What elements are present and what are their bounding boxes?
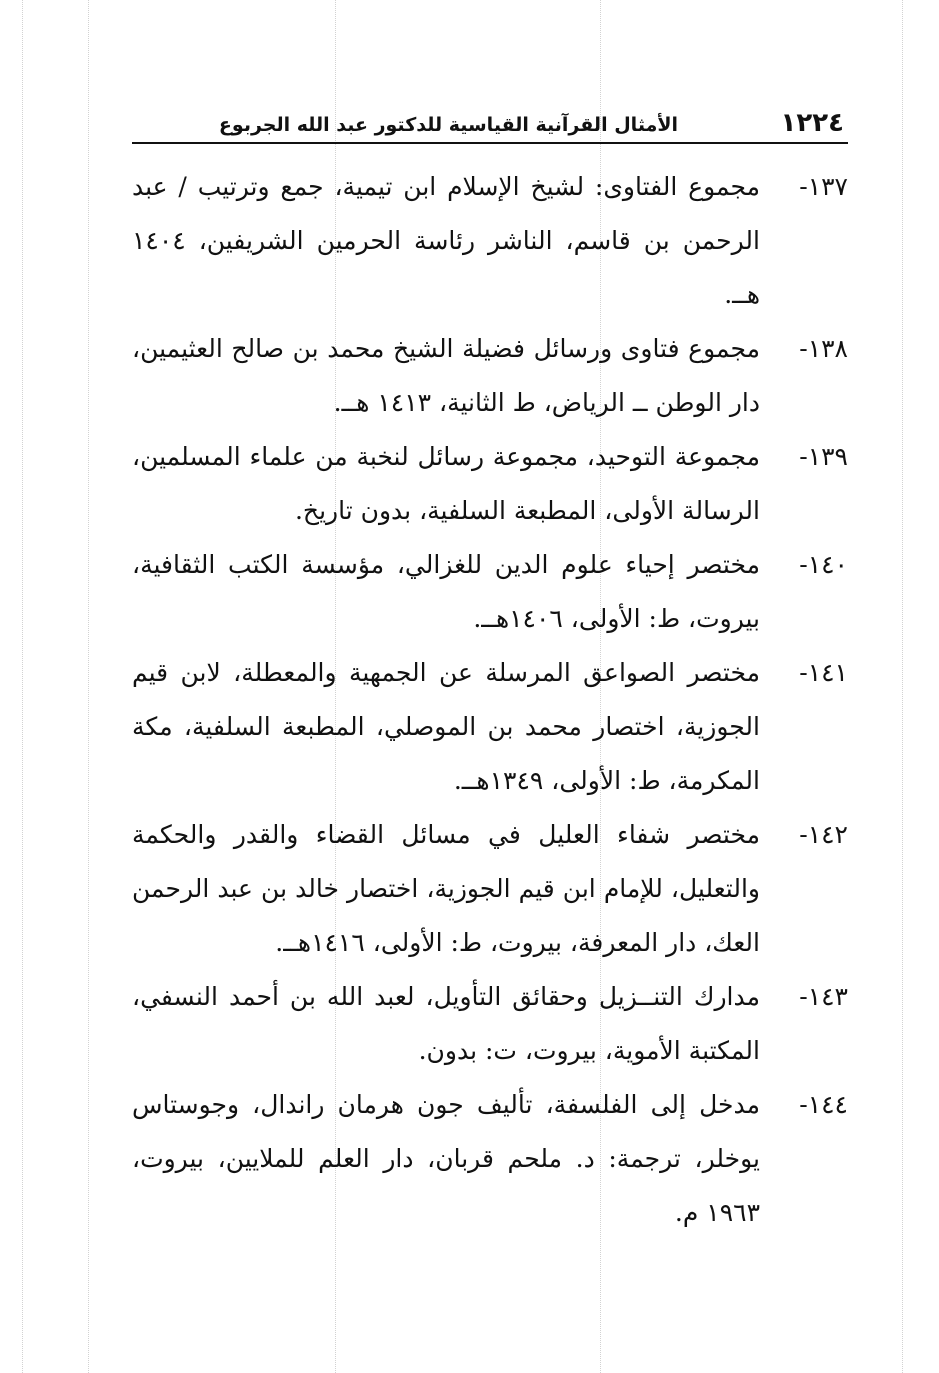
bibliography-entry <box>132 808 848 970</box>
entry-number: ١٤٣- <box>799 982 848 1011</box>
entry-text: مجموع فتاوى ورسائل فضيلة الشيخ محمد بن صالح العثيمين، دار الوطن ــ الرياض، ط الثانية، ١٤١٣ هــ. <box>132 334 760 417</box>
bibliography-entry <box>132 160 848 322</box>
entry-text: مختصر شفاء العليل في مسائل القضاء والقدر والحكمة والتعليل، للإمام ابن قيم الجوزية، اختصار خالد بن عبد الرحمن العك، دار المعرفة، بيروت، ط: الأولى، ١٤١٦هــ. <box>132 820 760 957</box>
entry-text: مدخل إلى الفلسفة، تأليف جون هرمان راندال، وجوستاس يوخلر، ترجمة: د. ملحم قربان، دار العلم للملايين، بيروت، ١٩٦٣ م. <box>132 1090 760 1227</box>
page-ruling <box>22 0 23 1373</box>
entry-text: مجموعة التوحيد، مجموعة رسائل لنخبة من علماء المسلمين، الرسالة الأولى، المطبعة السلفية، بدون تاريخ. <box>132 442 760 525</box>
entry-number: ١٣٨- <box>799 334 848 363</box>
page-ruling <box>88 0 89 1373</box>
bibliography-entry <box>132 538 848 646</box>
bibliography-list <box>132 160 848 1240</box>
entry-text: مدارك التنــزيل وحقائق التأويل، لعبد الله بن أحمد النسفي، المكتبة الأموية، بيروت، ت: بدون. <box>132 982 760 1065</box>
bibliography-entry <box>132 646 848 808</box>
entry-number: ١٤٤- <box>799 1090 848 1119</box>
entry-number: ١٤٠- <box>799 550 848 579</box>
page-ruling <box>902 0 903 1373</box>
entry-number: ١٣٧- <box>799 172 848 201</box>
bibliography-entry <box>132 430 848 538</box>
running-title: الأمثال القرآنية القياسية للدكتور عبد الله الجربوع <box>218 114 678 136</box>
page-header <box>132 104 848 144</box>
entry-number: ١٤٢- <box>799 820 848 849</box>
bibliography-entry <box>132 970 848 1078</box>
entry-text: مختصر إحياء علوم الدين للغزالي، مؤسسة الكتب الثقافية، بيروت، ط: الأولى، ١٤٠٦هــ. <box>132 550 760 633</box>
document-page <box>132 104 848 1354</box>
bibliography-entry <box>132 1078 848 1240</box>
entry-number: ١٤١- <box>799 658 848 687</box>
entry-text: مجموع الفتاوى: لشيخ الإسلام ابن تيمية، جمع وترتيب / عبد الرحمن بن قاسم، الناشر رئاسة الحرمين الشريفين، ١٤٠٤ هــ. <box>132 172 760 309</box>
entry-number: ١٣٩- <box>799 442 848 471</box>
bibliography-entry <box>132 322 848 430</box>
entry-text: مختصر الصواعق المرسلة عن الجمهية والمعطلة، لابن قيم الجوزية، اختصار محمد بن الموصلي، المطبعة السلفية، مكة المكرمة، ط: الأولى، ١٣٤٩هــ. <box>132 658 760 795</box>
page-number: ١٢٢٤ <box>780 108 844 138</box>
